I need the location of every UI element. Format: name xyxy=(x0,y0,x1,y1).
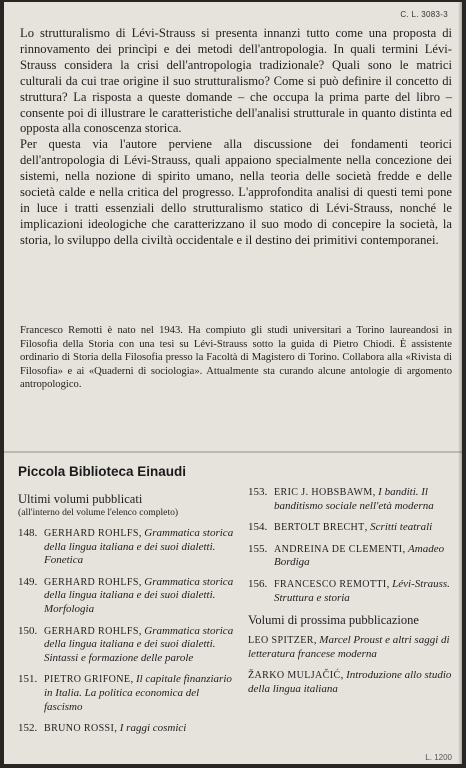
book-title: Introduzione allo studio della lingua italiana xyxy=(248,669,452,695)
book-author: ANDREINA DE CLEMENTI xyxy=(274,543,403,555)
list-item: 154. BERTOLT BRECHT, Scritti teatrali xyxy=(248,521,433,534)
divider xyxy=(4,451,462,453)
recent-volumes-right xyxy=(248,486,454,705)
book-title: Grammatica storica della lingua italiana e dei suoi dialetti. Morfologia xyxy=(44,575,234,615)
book-author: LEO SPITZER xyxy=(248,635,314,647)
list-item: 149. GERHARD ROHLFS, Grammatica storica della lingua italiana e dei suoi dialetti. Morfologia xyxy=(18,575,234,615)
book-title: Il capitale finanziario in Italia. La politica economica del fascismo xyxy=(44,673,232,713)
book-author: GERHARD ROHLFS xyxy=(44,576,139,588)
book-title: I raggi cosmici xyxy=(119,722,187,735)
page-edge-shadow xyxy=(458,2,462,764)
upcoming-volumes-title: Volumi di prossima pubblicazione xyxy=(248,613,419,628)
book-author: PIETRO GRIFONE xyxy=(44,674,131,686)
volume-number: 151. xyxy=(18,673,38,686)
series-title: Piccola Biblioteca Einaudi xyxy=(18,464,187,479)
book-title: Grammatica storica della lingua italiana e dei suoi dialetti. Sintassi e formazione delle parole xyxy=(44,624,234,664)
recent-volumes-left xyxy=(18,492,236,744)
list-item: 150. GERHARD ROHLFS, Grammatica storica della lingua italiana e dei suoi dialetti. Sintassi e formazione delle parole xyxy=(18,624,234,664)
catalog-code: C. L. 3083-3 xyxy=(400,10,448,19)
list-item: 151. PIETRO GRIFONE, Il capitale finanziario in Italia. La politica economica del fascismo xyxy=(18,673,232,713)
book-title: Marcel Proust e altri saggi di letteratura francese moderna xyxy=(248,634,450,660)
price: L. 1200 xyxy=(425,753,452,762)
volume-number: 152. xyxy=(18,722,38,735)
blurb-paragraph: Lo strutturalismo di Lévi-Strauss si presenta innanzi tutto come una proposta di rinnovamento dei princìpi e dei metodi dell'antropologia. In quali termini Lévi-Strauss considera la crisi dell'antropologia tradizionale? Quali sono le matrici culturali da cui trae origine il suo strutturalismo? Come si può definire il concetto di struttura? La risposta a queste domande – che occupa la prima parte del libro – consente poi di illustrare le caratteristiche dell'analisi strutturale in quanto distinta ed opposta alla conoscenza storica. xyxy=(20,26,452,136)
recent-volumes-title: Ultimi volumi pubblicati xyxy=(18,492,143,506)
book-author: BERTOLT BRECHT xyxy=(274,522,365,534)
author-bio-text: Francesco Remotti è nato nel 1943. Ha compiuto gli studi universitari a Torino laureandosi in Filosofia della Storia con una tesi su Lévi-Strauss sotto la guida di Pietro Chiodi. È assistente ordinario di Storia della Filosofia presso la Facoltà di Magistero di Torino. Collabora alla «Rivista di Filosofia» e ai «Quaderni di sociologia». Attualmente sta curando alcune antologie di argomento antropologico. xyxy=(20,325,452,391)
book-author: ŽARKO MULJAČIĆ xyxy=(248,670,341,682)
book-author: BRUNO ROSSI xyxy=(44,723,115,735)
volume-number: 155. xyxy=(248,542,268,555)
book-author: FRANCESCO REMOTTI xyxy=(274,578,387,590)
book-author: ERIC J. HOBSBAWM xyxy=(274,487,373,498)
list-item: LEO SPITZER, Marcel Proust e altri saggi di letteratura francese moderna xyxy=(248,634,450,660)
list-item: 152. BRUNO ROSSI, I raggi cosmici xyxy=(18,722,187,735)
blurb-paragraph: Per questa via l'autore perviene alla discussione dei fondamenti teorici dell'antropologia di Lévi-Strauss, quali appaiono specialmente nella concezione dei sistemi, nella nozione di spirito umano, nella teoria delle società fredde e delle società calde e nella critica del progresso. L'approfondita analisi di questi temi pone in luce i tratti essenziali dello strutturalismo statico di Lévi-Strauss, nonché le implicazioni ideologiche che caratterizzano il suo modo di concepire la società, la storia, lo sviluppo della civiltà occidentale e il destino dei primitivi contemporanei. xyxy=(20,137,452,247)
volume-number: 150. xyxy=(18,624,38,637)
book-title: Scritti teatrali xyxy=(370,521,433,534)
volume-number: 154. xyxy=(248,521,268,534)
volume-number: 156. xyxy=(248,577,268,590)
list-item: ŽARKO MULJAČIĆ, Introduzione allo studio della lingua italiana xyxy=(248,669,452,695)
book-title: Lévi-Strauss. Struttura e storia xyxy=(274,577,450,604)
book-title: Amadeo Bordiga xyxy=(274,542,445,569)
list-item: 148. GERHARD ROHLFS, Grammatica storica della lingua italiana e dei suoi dialetti. Fonetica xyxy=(18,527,234,567)
volume-number: 153. xyxy=(248,486,268,498)
blurb xyxy=(20,26,452,249)
book-author: GERHARD ROHLFS xyxy=(44,625,139,637)
book-title: I banditi. Il banditismo sociale nell'età moderna xyxy=(274,486,434,512)
book-title: Grammatica storica della lingua italiana e dei suoi dialetti. Fonetica xyxy=(44,527,234,567)
book-back-cover xyxy=(4,2,462,764)
recent-volumes-note: (all'interno del volume l'elenco completo) xyxy=(18,507,179,518)
list-item: 156. FRANCESCO REMOTTI, Lévi-Strauss. Struttura e storia xyxy=(248,577,450,604)
volume-number: 148. xyxy=(18,527,38,539)
author-bio xyxy=(20,324,452,392)
list-item: 155. ANDREINA DE CLEMENTI, Amadeo Bordiga xyxy=(248,542,445,569)
volume-number: 149. xyxy=(18,575,38,588)
list-item: 153. ERIC J. HOBSBAWM, I banditi. Il banditismo sociale nell'età moderna xyxy=(248,486,434,512)
book-author: GERHARD ROHLFS xyxy=(44,528,139,539)
